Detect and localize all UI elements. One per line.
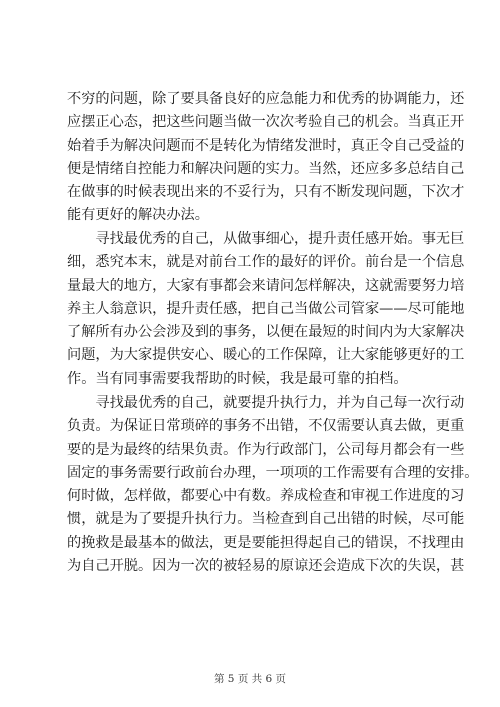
paragraph-1 <box>67 88 465 228</box>
text-line: 要的是为最终的结果负责。作为行政部门，公司每月都会有一些 <box>67 441 465 458</box>
text-line: 量最大的地方，大家有事都会来请问怎样解决，这就需要努力培 <box>67 277 465 294</box>
text-line: 便是情绪自控能力和解决问题的实力。当然，还应多多总结自己 <box>67 160 465 177</box>
text-line: 始着手为解决问题而不是转化为情绪发泄时，真正令自己受益的 <box>67 137 465 154</box>
text-line: 负责。为保证日常琐碎的事务不出错，不仅需要认真去做，更重 <box>67 418 465 435</box>
text-line: 了解所有办公会涉及到的事务，以便在最短的时间内为大家解决 <box>67 324 465 341</box>
text-line: 寻找最优秀的自己，就要提升执行力，并为自己每一次行动 <box>67 395 465 411</box>
text-line: 应摆正心态，把这些问题当做一次次考验自己的机会。当真正开 <box>67 114 465 131</box>
text-line: 作。当有同事需要我帮助的时候，我是最可靠的拍档。 <box>67 370 408 387</box>
text-line: 为自己开脱。因为一次的被轻易的原谅还会造成下次的失误，甚 <box>67 558 465 575</box>
text-line: 寻找最优秀的自己，从做事细心，提升责任感开始。事无巨 <box>67 231 465 247</box>
paragraph-3 <box>67 392 479 578</box>
paragraph-2 <box>67 228 465 391</box>
text-line: 何时做，怎样做，都要心中有数。养成检查和审视工作进度的习 <box>67 488 465 505</box>
text-line: 细，悉究本末，就是对前台工作的最好的评价。前台是一个信息 <box>67 254 465 271</box>
page-footer: 第 5 页 共 6 页 <box>213 673 287 685</box>
text-line: 在做事的时候表现出来的不妥行为，只有不断发现问题，下次才 <box>67 184 465 201</box>
text-line: 能有更好的解决办法。 <box>67 207 209 224</box>
text-line: 不穷的问题，除了要具备良好的应急能力和优秀的协调能力，还 <box>67 91 465 107</box>
text-line: 固定的事务需要行政前台办理，一项项的工作需要有合理的安排。 <box>67 464 479 481</box>
text-line: 养主人翁意识，提升责任感，把自己当做公司管家——尽可能地 <box>67 300 465 317</box>
text-line: 问题，为大家提供安心、暖心的工作保障，让大家能够更好的工 <box>67 347 465 364</box>
text-line: 惯，就是为了要提升执行力。当检查到自己出错的时候，尽可能 <box>67 511 465 528</box>
text-line: 的挽救是最基本的做法，更是要能担得起自己的错误，不找理由 <box>67 534 465 551</box>
